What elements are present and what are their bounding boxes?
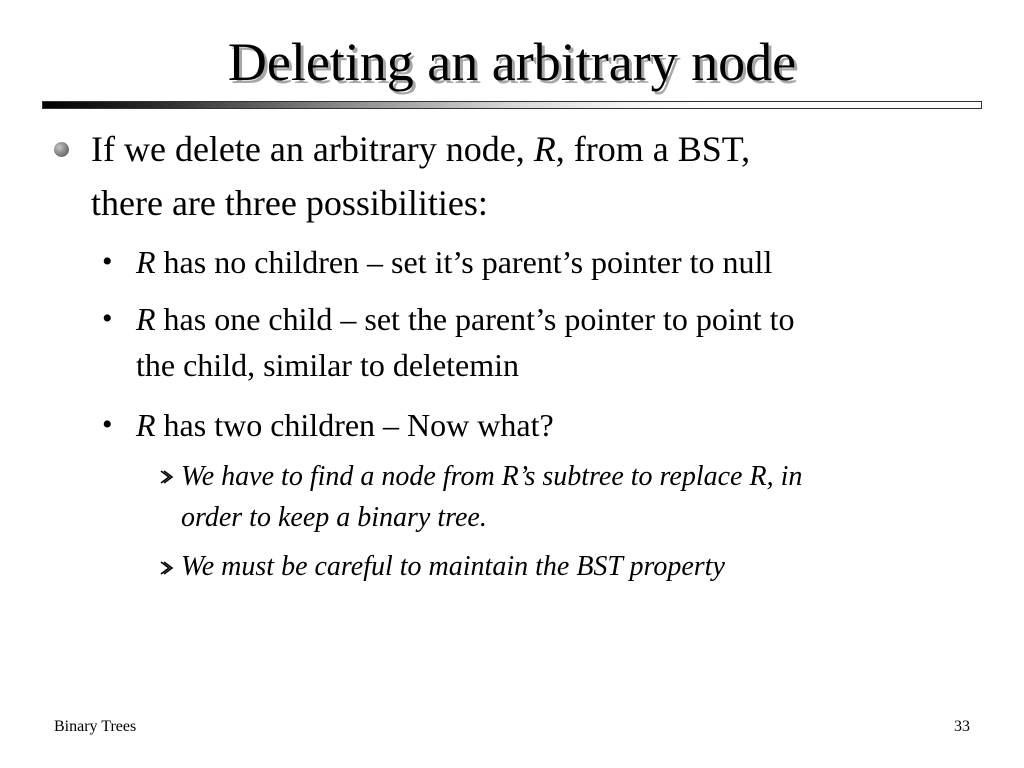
slide-title: Deleting an arbitrary node <box>227 32 797 92</box>
bullet-1-line-1 <box>91 128 750 170</box>
chevron-arrow-icon <box>158 469 174 485</box>
sub-bullet-1-text: has no children – set it’s parent’s pointer to null <box>155 244 773 280</box>
sub-bullet-2-line-1 <box>136 300 795 338</box>
sub-bullet-mark: • <box>102 302 113 335</box>
page-number: 33 <box>954 718 970 735</box>
sub-bullet-1-line-1 <box>136 243 772 281</box>
sub-bullet-mark: • <box>102 245 113 278</box>
footer-label: Binary Trees <box>54 718 137 735</box>
sub-bullet-3-text: has two children – Now what? <box>155 407 554 443</box>
chevron-arrow-icon <box>158 560 174 576</box>
sub-bullet-mark: • <box>102 408 113 441</box>
sub-sub-bullet-1-line-2: order to keep a binary tree. <box>181 502 487 533</box>
sub-bullet-2-line-2: the child, similar to deletemin <box>136 347 520 383</box>
bullet-1-text-start: If we delete an arbitrary node, <box>91 129 534 169</box>
sub-bullet-3-variable: R <box>136 407 156 443</box>
bullet-1-text-end: , from a BST, <box>555 129 751 169</box>
bullet-1-line-2: there are three possibilities: <box>91 183 488 223</box>
sub-bullet-1-variable: R <box>136 244 156 280</box>
sub-bullet-2-text: has one child – set the parent’s pointer to point to <box>155 301 795 337</box>
sub-sub-bullet-1-line-1: We have to find a node from R’s subtree to replace R, in <box>181 461 803 492</box>
sub-bullet-3-line-1 <box>136 406 554 444</box>
bullet-1-variable: R <box>533 129 556 169</box>
sub-bullet-2-variable: R <box>136 301 156 337</box>
sub-sub-bullet-2-line-1: We must be careful to maintain the BST property <box>181 551 725 582</box>
filled-circle-icon <box>54 142 69 157</box>
